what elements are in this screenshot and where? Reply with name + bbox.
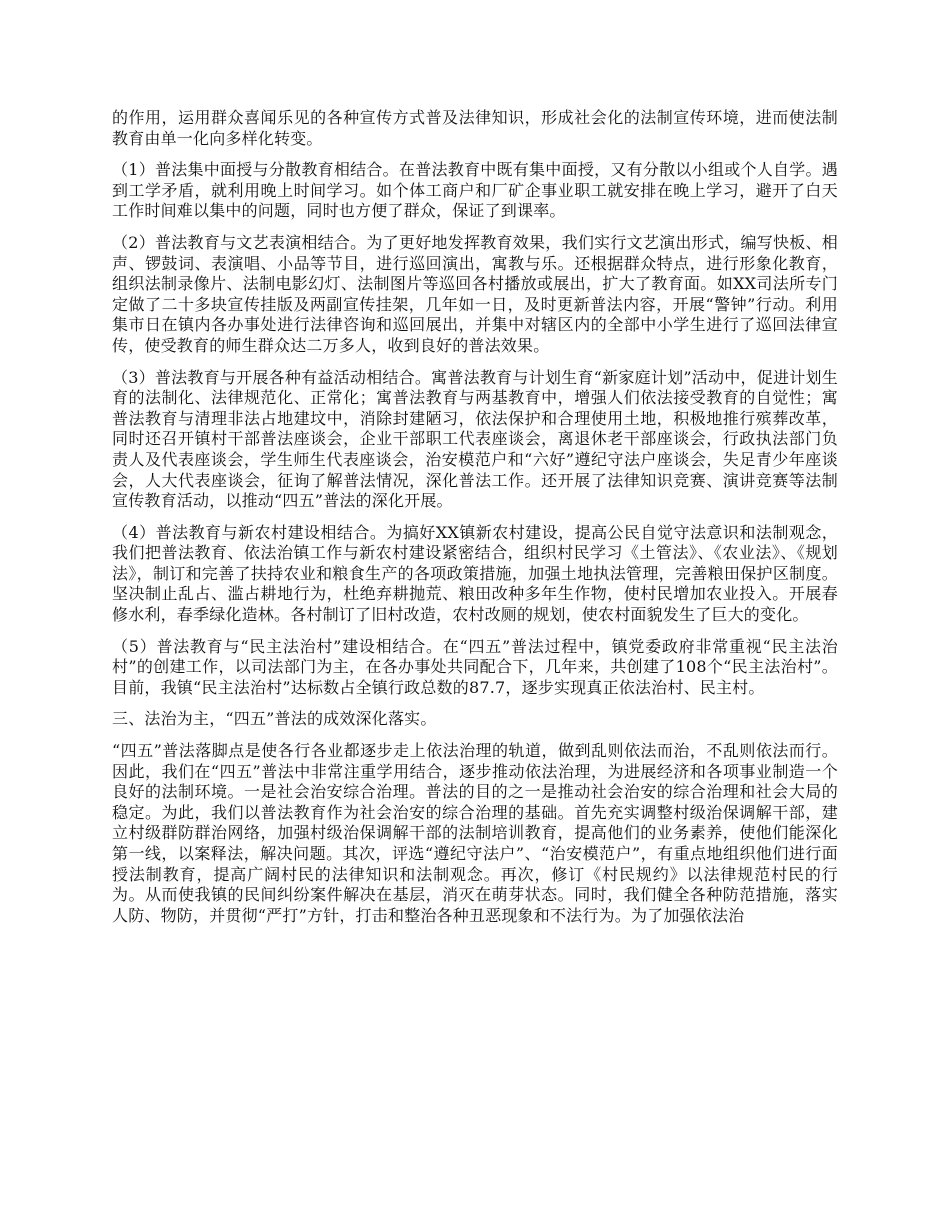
section-heading: 三、法治为主，“四五”普法的成效深化落实。 bbox=[112, 709, 437, 729]
document-body bbox=[112, 108, 838, 937]
paragraph-item-4: （4）普法教育与新农村建设相结合。为搞好XX镇新农村建设，提高公民自觉守法意识和法制观念，我们把普法教育、依法治镇工作与新农村建设紧密结合，组织村民学习《土管法》、《农业法》、《规划法》，制订和完善了扶持农业和粮食生产的各项政策措施，加强土地执法管理，完善粮田保护区制度。坚决制止乱占、滥占耕地行为，杜绝弃耕抛荒、粮田改种多年生作物，使村民增加农业投入。开展春修水利，春季绿化造林。各村制订了旧村改造，农村改厕的规划，使农村面貌发生了巨大的变化。 bbox=[112, 522, 838, 625]
paragraph-item-2: （2）普法教育与文艺表演相结合。为了更好地发挥教育效果，我们实行文艺演出形式，编写快板、相声、锣鼓词、表演唱、小品等节目，进行巡回演出，寓教与乐。还根据群众特点，进行形象化教育，组织法制录像片、法制电影幻灯、法制图片等巡回各村播放或展出，扩大了教育面。如XX司法所专门定做了二十多块宣传挂版及两副宣传挂架，几年如一日，及时更新普法内容，开展“警钟”行动。利用集市日在镇内各办事处进行法律咨询和巡回展出，并集中对辖区内的全部中小学生进行了巡回法律宣传，使受教育的师生群众达二万多人，收到良好的普法效果。 bbox=[112, 232, 838, 355]
paragraph-section-body: “四五”普法落脚点是使各行各业都逐步走上依法治理的轨道，做到乱则依法而治，不乱则依法而行。因此，我们在“四五”普法中非常注重学用结合，逐步推动依法治理，为进展经济和各项事业制造一个良好的法制环境。一是社会治安综合治理。普法的目的之一是推动社会治安的综合治理和社会大局的稳定。为此，我们以普法教育作为社会治安的综合治理的基础。首先充实调整村级治保调解干部，建立村级群防群治网络，加强村级治保调解干部的法制培训教育，提高他们的业务素养，使他们能深化第一线，以案释法，解决问题。其次，评选“遵纪守法户”、“治安模范户”，有重点地组织他们进行面授法制教育，提高广阔村民的法律知识和法制观念。再次，修订《村民规约》以法律规范村民的行为。从而使我镇的民间纠纷案件解决在基层，消灭在萌芽状态。同时，我们健全各种防范措施，落实人防、物防，并贯彻“严打”方针，打击和整治各种丑恶现象和不法行为。为了加强依法治 bbox=[112, 741, 838, 925]
paragraph-item-3: （3）普法教育与开展各种有益活动相结合。寓普法教育与计划生育“新家庭计划”活动中，促进计划生育的法制化、法律规范化、正常化；寓普法教育与两基教育中，增强人们依法接受教育的自觉性；寓普法教育与清理非法占地建坟中，消除封建陋习，依法保护和合理使用土地，积极地推行殡葬改革，同时还召开镇村干部普法座谈会，企业干部职工代表座谈会，离退休老干部座谈会，行政执法部门负责人及代表座谈会，学生师生代表座谈会，治安模范户和“六好”遵纪守法户座谈会，失足青少年座谈会，人大代表座谈会，征询了解普法情况，深化普法工作。还开展了法律知识竞赛、演讲竞赛等法制宣传教育活动，以推动“四五”普法的深化开展。 bbox=[112, 367, 838, 511]
paragraph-intro-continuation: 的作用，运用群众喜闻乐见的各种宣传方式普及法律知识，形成社会化的法制宣传环境，进而使法制教育由单一化向多样化转变。 bbox=[112, 108, 838, 148]
paragraph-item-5: （5）普法教育与“民主法治村”建设相结合。在“四五”普法过程中，镇党委政府非常重视“民主法治村”的创建工作，以司法部门为主，在各办事处共同配合下，几年来，共创建了108个“民主法治村”。目前，我镇“民主法治村”达标数占全镇行政总数的87.7，逐步实现真正依法治村、民主村。 bbox=[112, 636, 838, 697]
paragraph-item-1: （1）普法集中面授与分散教育相结合。在普法教育中既有集中面授，又有分散以小组或个人自学。遇到工学矛盾，就利用晚上时间学习。如个体工商户和厂矿企事业职工就安排在晚上学习，避开了白天工作时间难以集中的问题，同时也方便了群众，保证了到课率。 bbox=[112, 160, 838, 221]
